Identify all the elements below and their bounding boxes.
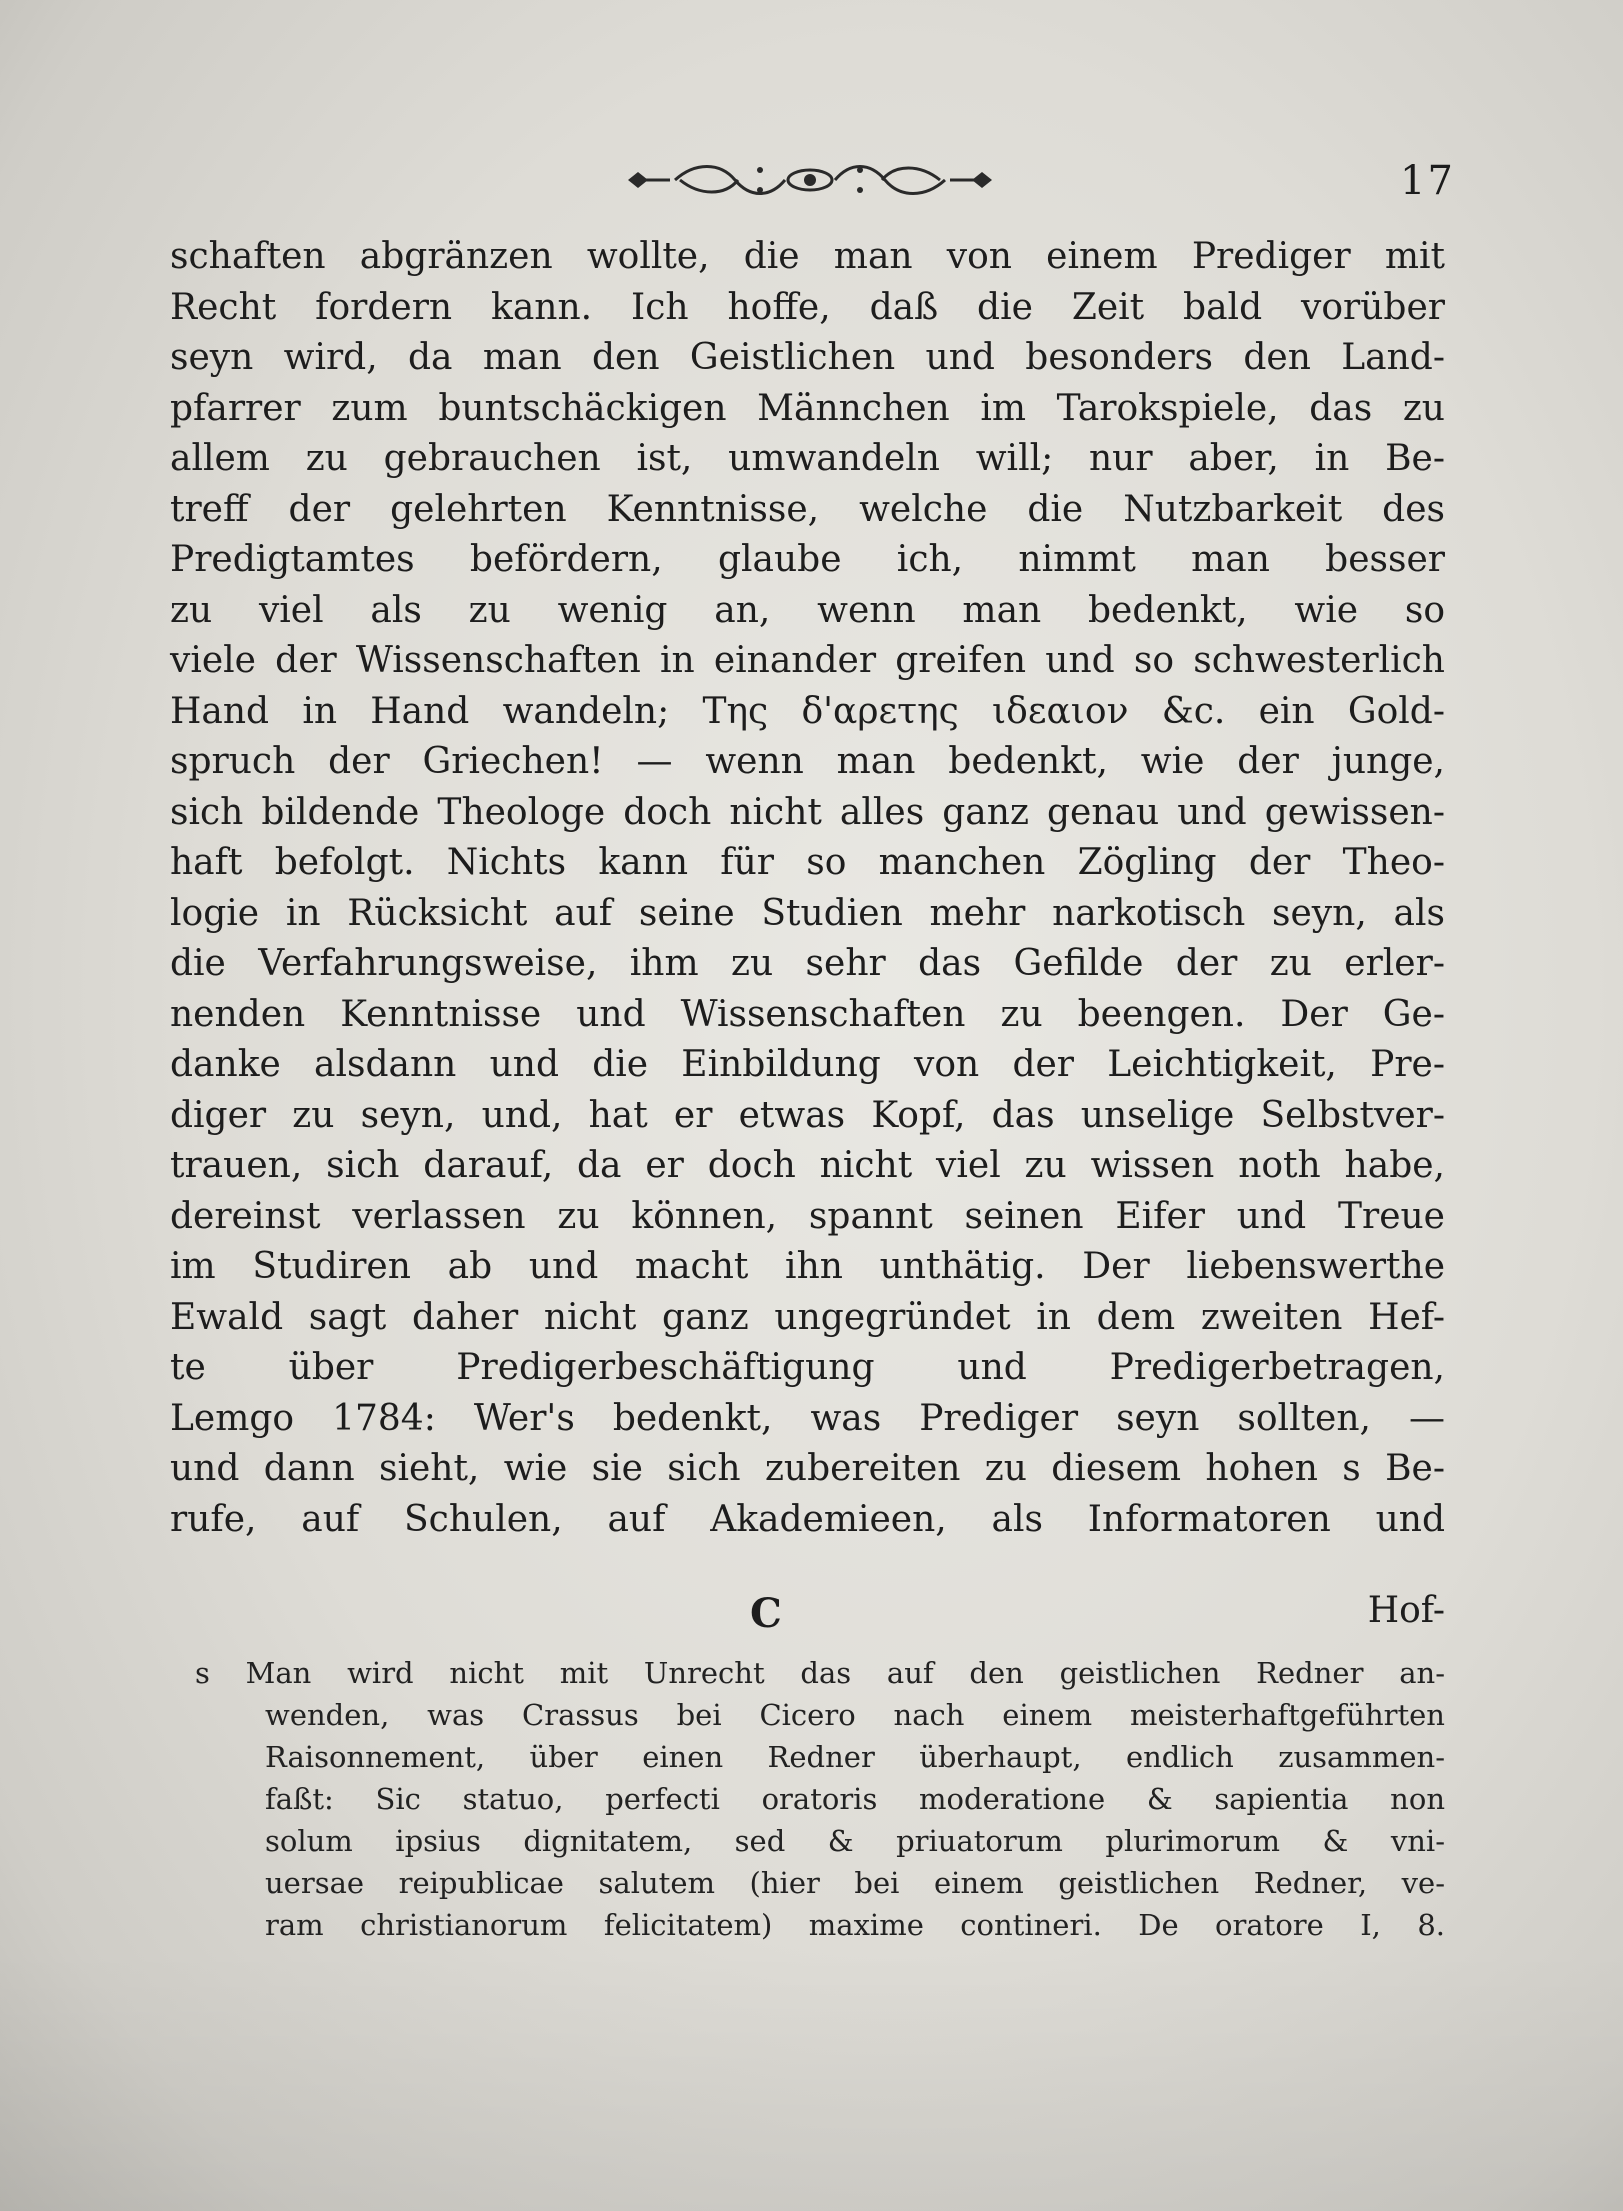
text-line: im Studiren ab und macht ihn unthätig. Der liebenswerthe bbox=[170, 1246, 1445, 1287]
page-number: 17 bbox=[1400, 158, 1455, 204]
text-line: sich bildende Theologe doch nicht alles ganz genau und gewissen- bbox=[170, 791, 1445, 833]
catchword: Hof- bbox=[1367, 1590, 1445, 1631]
text-line: te über Predigerbeschäftigung und Predigerbetragen, bbox=[170, 1347, 1445, 1388]
headpiece-ornament bbox=[620, 150, 1000, 210]
footnote-line: ram christianorum felicitatem) maxime contineri. De oratore I, 8. bbox=[265, 1908, 1445, 1942]
text-line: pfarrer zum buntschäckigen Männchen im Tarokspiele, das zu bbox=[170, 387, 1445, 429]
text-line: danke alsdann und die Einbildung von der Leichtigkeit, Pre- bbox=[170, 1044, 1445, 1085]
text-line: die Verfahrungsweise, ihm zu sehr das Gefilde der zu erler- bbox=[170, 943, 1445, 984]
text-line: trauen, sich darauf, da er doch nicht viel zu wissen noth habe, bbox=[170, 1145, 1445, 1186]
footnote-line: faßt: Sic statuo, perfecti oratoris moderatione & sapientia non bbox=[265, 1782, 1445, 1816]
text-line: und dann sieht, wie sie sich zubereiten zu diesem hohen s Be- bbox=[170, 1448, 1445, 1489]
text-line: Recht fordern kann. Ich hoffe, daß die Zeit bald vorüber bbox=[170, 286, 1445, 328]
footnote-line: uersae reipublicae salutem (hier bei einem geistlichen Redner, ve- bbox=[265, 1866, 1445, 1900]
signature-row bbox=[170, 1590, 1445, 1642]
footnote-line: wenden, was Crassus bei Cicero nach einem meisterhaftgeführten bbox=[265, 1698, 1445, 1732]
text-line: zu viel als zu wenig an, wenn man bedenkt, wie so bbox=[170, 589, 1445, 631]
text-line: Lemgo 1784: Wer's bedenkt, was Prediger seyn sollten, — bbox=[170, 1397, 1445, 1439]
text-line: treff der gelehrten Kenntnisse, welche die Nutzbarkeit des bbox=[170, 488, 1445, 530]
text-line: schaften abgränzen wollte, die man von einem Prediger mit bbox=[170, 236, 1445, 277]
text-line: logie in Rücksicht auf seine Studien mehr narkotisch seyn, als bbox=[170, 892, 1445, 934]
page-shadow bbox=[0, 1950, 1623, 2211]
text-line: Hand in Hand wandeln; Της δ'αρετης ιδεαιον &c. ein Gold- bbox=[170, 690, 1445, 732]
text-line: dereinst verlassen zu können, spannt seinen Eifer und Treue bbox=[170, 1195, 1445, 1237]
footnote-line: Raisonnement, über einen Redner überhaupt, endlich zusammen- bbox=[265, 1740, 1445, 1774]
text-line: Predigtamtes befördern, glaube ich, nimmt man besser bbox=[170, 539, 1445, 580]
text-line: diger zu seyn, und, hat er etwas Kopf, das unselige Selbstver- bbox=[170, 1094, 1445, 1136]
signature-mark: C bbox=[750, 1590, 782, 1637]
text-line: haft befolgt. Nichts kann für so manchen Zögling der Theo- bbox=[170, 842, 1445, 883]
text-line: spruch der Griechen! — wenn man bedenkt, wie der junge, bbox=[170, 741, 1445, 782]
footnote-line: solum ipsius dignitatem, sed & priuatorum plurimorum & vni- bbox=[265, 1824, 1445, 1858]
text-line: allem zu gebrauchen ist, umwandeln will; nur aber, in Be- bbox=[170, 438, 1445, 479]
text-line: seyn wird, da man den Geistlichen und besonders den Land- bbox=[170, 337, 1445, 378]
text-line: Ewald sagt daher nicht ganz ungegründet in dem zweiten Hef- bbox=[170, 1296, 1445, 1338]
body-text bbox=[170, 232, 1445, 1545]
text-line: nenden Kenntnisse und Wissenschaften zu beengen. Der Ge- bbox=[170, 993, 1445, 1035]
footnote-line: s Man wird nicht mit Unrecht das auf den geistlichen Redner an- bbox=[195, 1656, 1445, 1690]
footnote bbox=[195, 1652, 1445, 1946]
text-line: rufe, auf Schulen, auf Akademieen, als Informatoren und bbox=[170, 1498, 1445, 1540]
text-line: viele der Wissenschaften in einander greifen und so schwesterlich bbox=[170, 640, 1445, 681]
